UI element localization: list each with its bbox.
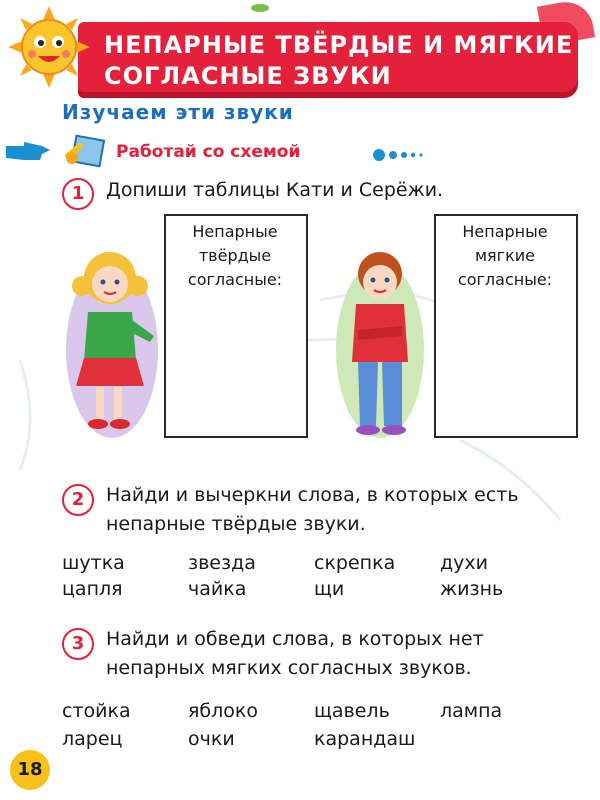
task-2-number: 2 [62,484,94,516]
table-1-line-2: твёрдые [198,246,272,265]
task-1-number: 1 [62,178,94,210]
table-2-line-3: согласные: [457,270,553,289]
word-item[interactable]: лампа [440,700,503,722]
word-item[interactable]: жизнь [440,578,504,600]
word-item[interactable]: стойка [62,700,131,722]
table-2-line-1: Непарные [462,222,548,241]
word-item[interactable]: духи [440,552,488,574]
task-3-text-line-1: Найди и обведи слова, в которых нет [106,628,484,650]
task-3-number: 3 [62,628,94,660]
word-item[interactable]: карандаш [314,728,416,750]
title-line-2: СОГЛАСНЫЕ ЗВУКИ [104,62,392,90]
word-item[interactable]: ларец [62,728,123,750]
word-item[interactable]: шутка [62,552,125,574]
title-line-1: НЕПАРНЫЕ ТВЁРДЫЕ И МЯГКИЕ [104,31,574,59]
task-2-text-line-2: непарные твёрдые звуки. [106,513,366,535]
leaf-icon [250,2,270,14]
word-item[interactable]: очки [188,728,235,750]
pointing-hand-icon [6,136,50,166]
progress-dots-icon [372,148,432,162]
task-label: Работай со схемой [116,142,301,162]
table-hard-consonants-heading [166,220,304,292]
boy-seryozha-illustration [330,240,430,440]
table-2-line-2: мягкие [474,246,535,265]
word-item[interactable]: звезда [188,552,256,574]
word-item[interactable]: цапля [62,578,123,600]
word-item[interactable]: яблоко [188,700,259,722]
girl-katya-illustration [62,240,162,440]
table-1-line-3: согласные: [187,270,283,289]
task-1-text: Допиши таблицы Кати и Серёжи. [106,179,444,201]
word-item[interactable]: щавель [314,700,390,722]
page-number-badge: 18 [10,750,50,790]
word-item[interactable]: щи [314,578,345,600]
sun-mascot-icon [8,6,90,88]
notebook-pencil-icon [62,132,106,168]
word-item[interactable]: скрепка [314,552,396,574]
task-3-text-line-2: непарных мягких согласных звуков. [106,657,472,679]
page-title [104,30,574,92]
word-item[interactable]: чайка [188,578,247,600]
section-heading: Изучаем эти звуки [62,100,294,124]
task-2-text-line-1: Найди и вычеркни слова, в которых есть [106,484,519,506]
table-soft-consonants-heading [436,220,574,292]
table-1-line-1: Непарные [192,222,278,241]
